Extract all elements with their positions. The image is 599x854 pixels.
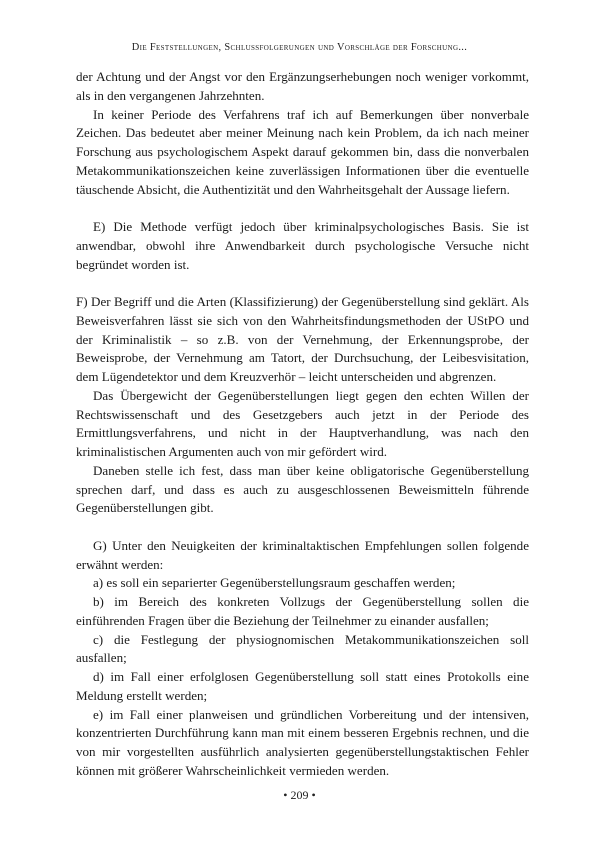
- paragraph-section-g: G) Unter den Neuigkeiten der kriminaltaktischen Empfehlungen sollen folgende erwähnt werden:: [76, 537, 529, 572]
- list-item-d: d) im Fall einer erfolglosen Gegenüberstellung soll statt eines Protokolls eine Meldung erstellt werden;: [76, 669, 529, 703]
- list-item-a: a) es soll ein separierter Gegenüberstellungsraum geschaffen werden;: [93, 575, 456, 591]
- paragraph-obligatory: Daneben stelle ich fest, dass man über keine obligatorische Gegenüberstellung sprechen darf, und dass es auch zu ausgeschlossenen Beweismitteln führende Gegenüberstellungen gibt.: [76, 462, 529, 516]
- paragraph-continuation: der Achtung und der Angst vor den Ergänzungserhebungen noch weniger vorkommt, als in den vergangenen Jahrzehnten.: [76, 69, 529, 103]
- paragraph-nonverbal-signs: In keiner Periode des Verfahrens traf ich auf Bemerkungen über nonverbale Zeichen. Das bedeutet aber meiner Meinung nach kein Problem, da ich nach meiner Forschung aus psychologischem Aspekt darauf gekommen bin, dass die nonverbalen Metakommunikationszeichen keine zuverlässigen Informationen über die eventuelle täuschende Absicht, die Authentizität und den Wahrheitsgehalt der Aussage liefern.: [76, 106, 529, 197]
- list-item-e: e) im Fall einer planweisen und gründlichen Vorbereitung und der intensiven, konzentrierten Durchführung kann man mit einem besseren Ergebnis rechnen, und die von mir vorgestellten ausführlich analysierten gegenüberstellungstaktischen Fehler können mit größerer Wahrscheinlichkeit vermieden werden.: [76, 706, 529, 778]
- paragraph-preponderance: Das Übergewicht der Gegenüberstellungen liegt gegen den echten Willen der Rechtswissenschaft und des Gesetzgebers auch jetzt in der Periode des Ermittlungsverfahrens, und nicht in der Hauptverhandlung, was nach den kriminalistischen Argumenten auch von mir gefördert wird.: [76, 387, 529, 459]
- paragraph-section-f: F) Der Begriff und die Arten (Klassifizierung) der Gegenüberstellung sind geklärt. Als Beweisverfahren lässt sie sich von den Wahrheitsfindungsmethoden der UStPO und der Kriminalistik – so z.B. von der Vernehmung, der Erkennungsprobe, der Beweisprobe, der Vernehmung am Tatort, der Durchsuchung, der Leibesvisitation, dem Lügendetektor und dem Kreuzverhör – leicht unterscheiden und abgrenzen.: [76, 294, 529, 384]
- running-header: Die Feststellungen, Schlussfolgerungen und Vorschläge der Forschung...: [131, 42, 468, 53]
- paragraph-section-e: E) Die Methode verfügt jedoch über kriminalpsychologisches Basis. Sie ist anwendbar, obwohl ihre Anwendbarkeit durch psychologische Versuche nicht begründet worden ist.: [76, 219, 529, 272]
- list-item-c: c) die Festlegung der physiognomischen Metakommunikationszeichen soll ausfallen;: [76, 631, 529, 666]
- list-item-b: b) im Bereich des konkreten Vollzugs der Gegenüberstellung sollen die einführenden Fragen über die Beziehung der Teilnehmer zu einander ausfallen;: [76, 594, 529, 628]
- page-number: • 209 •: [283, 788, 316, 802]
- body-text: [76, 68, 529, 781]
